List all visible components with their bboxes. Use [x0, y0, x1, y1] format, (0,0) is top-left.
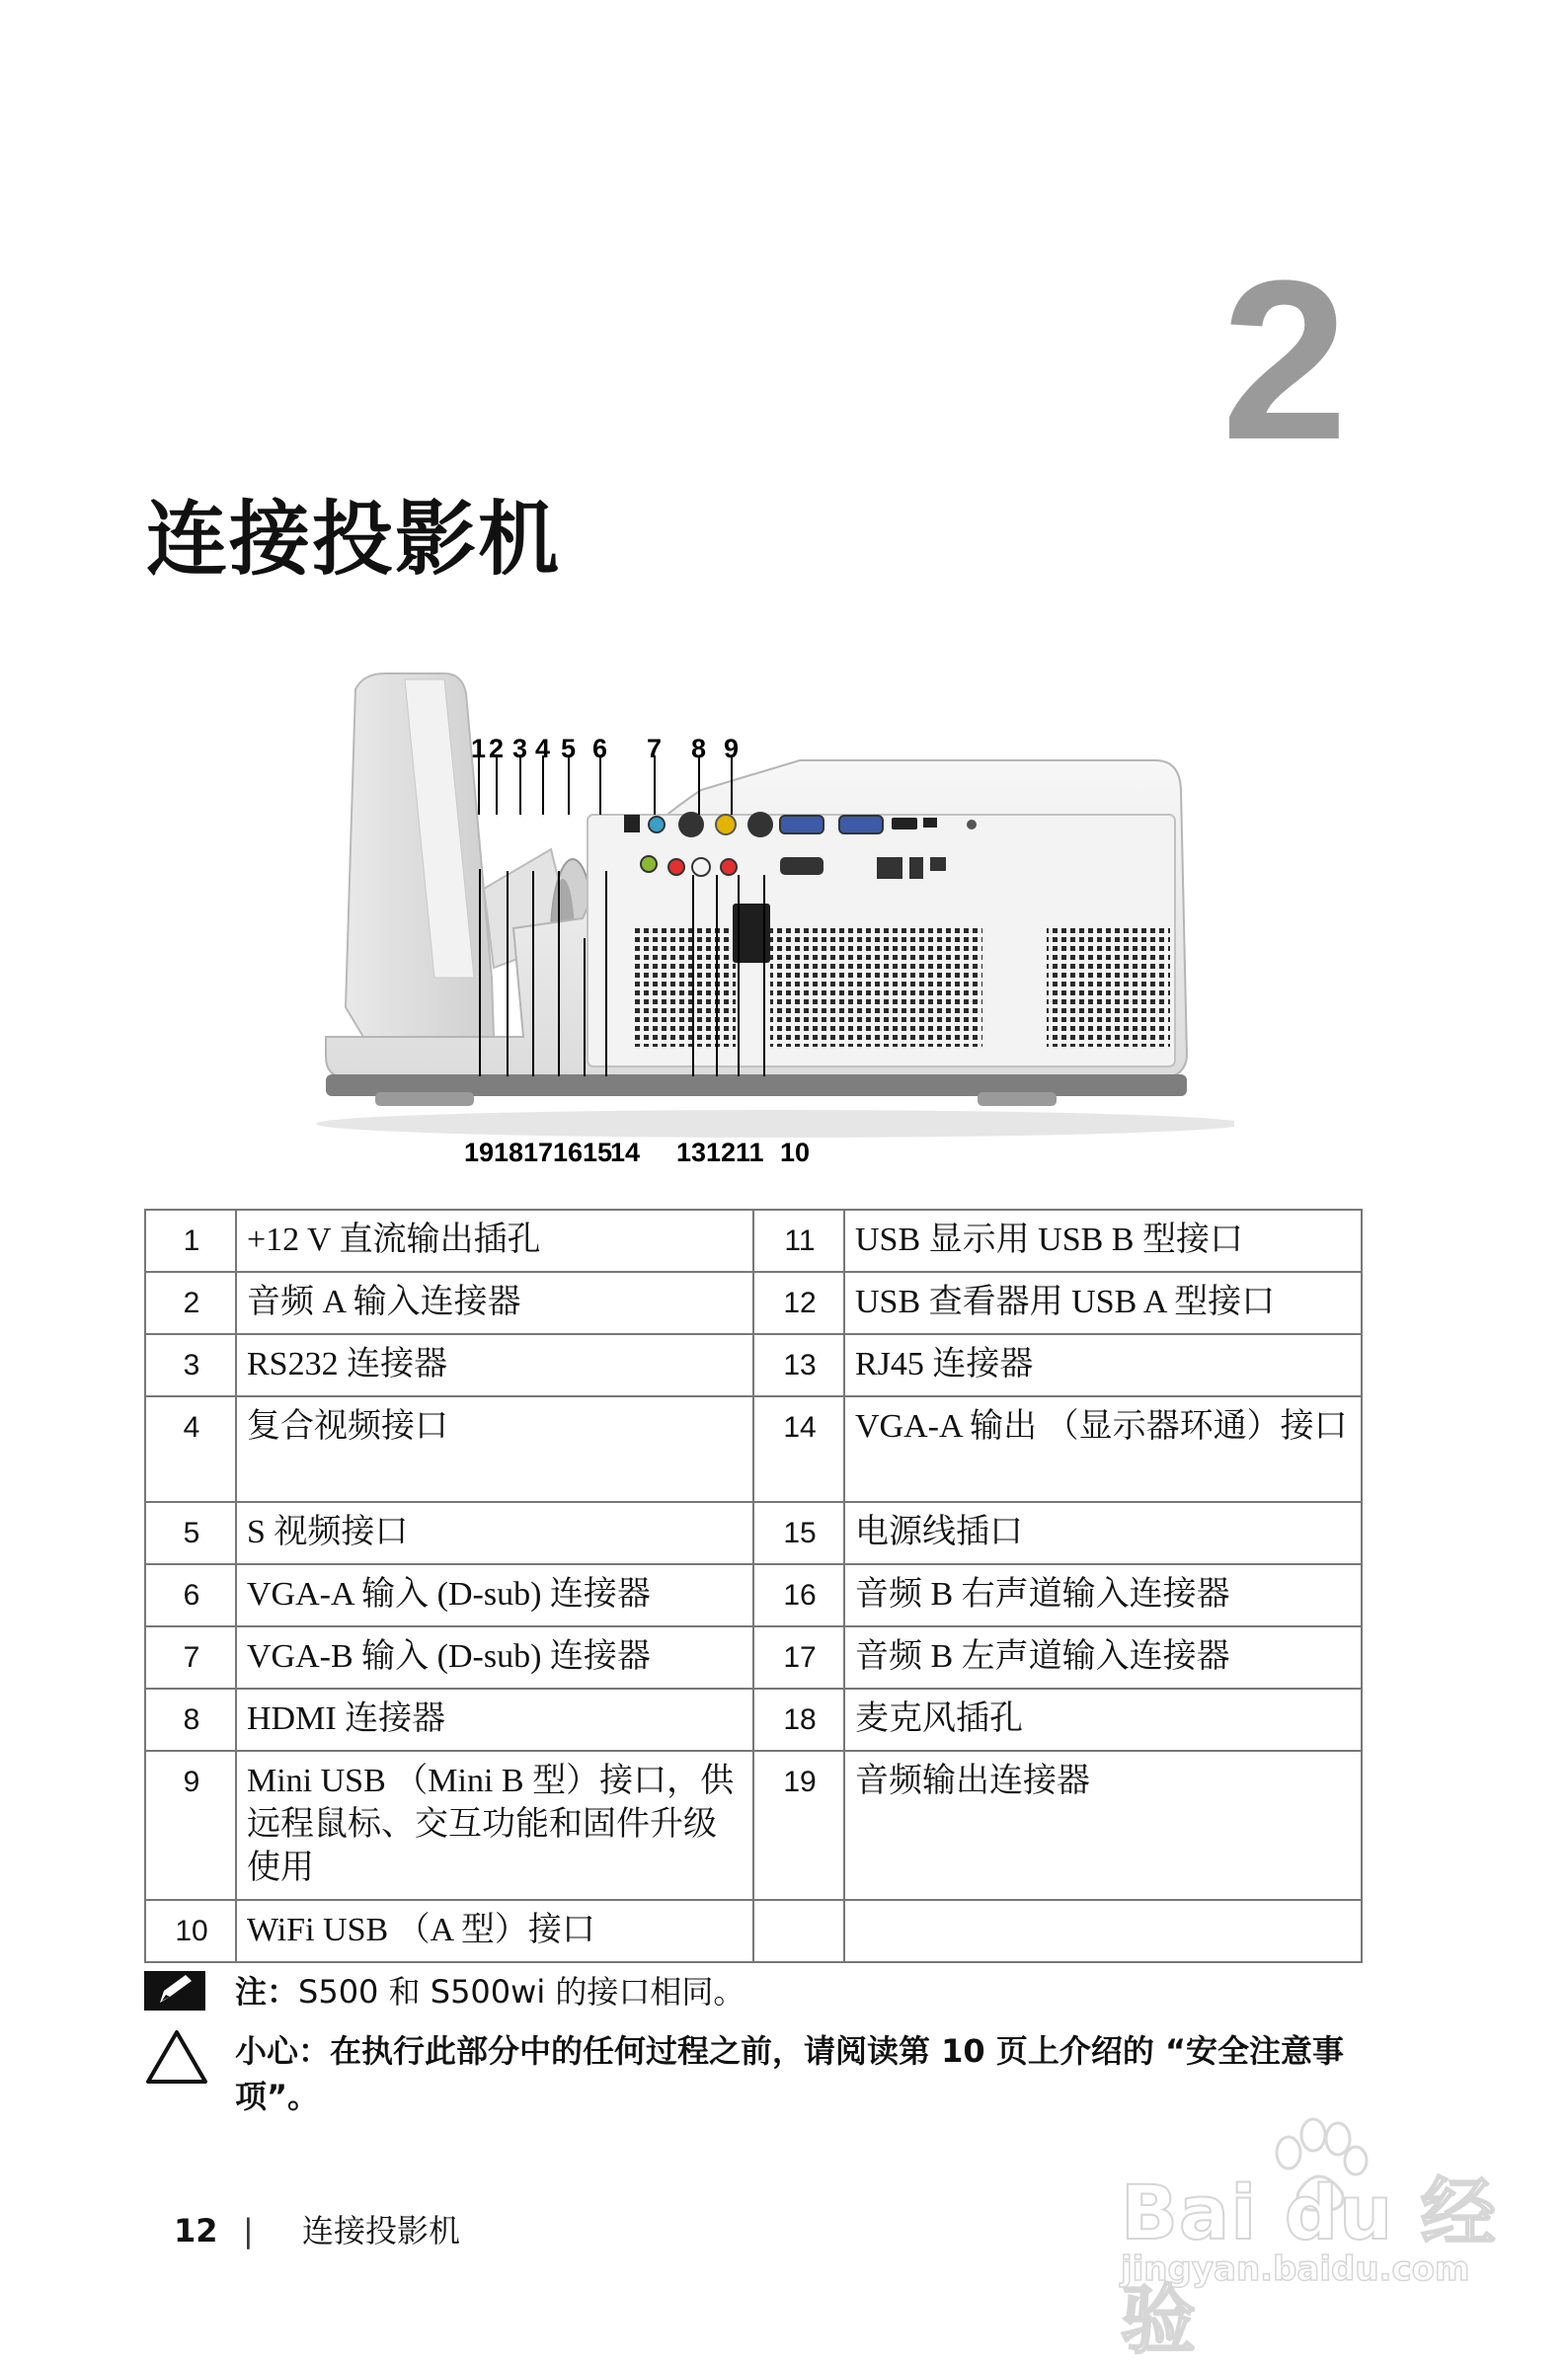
connector-description: 电源线插口 [844, 1502, 1362, 1564]
connector-number: 19 [753, 1751, 844, 1900]
connector-description [844, 1900, 1362, 1962]
callout-top: 5 [561, 734, 577, 763]
connector-description: VGA-A 输出 （显示器环通）接口 [844, 1396, 1362, 1502]
connector-description: 音频 A 输入连接器 [236, 1272, 753, 1334]
connector-number: 1 [145, 1210, 236, 1272]
table-row [145, 1564, 1362, 1626]
callout-bottom: 13 [676, 1138, 707, 1167]
connector-description: 麦克风插孔 [844, 1689, 1362, 1751]
note-block [144, 1969, 1378, 2018]
table-row [145, 1272, 1362, 1334]
callout-bottom: 12 [706, 1138, 737, 1167]
callout-bottom: 16 [553, 1138, 584, 1167]
callout-bottom: 15 [583, 1138, 613, 1167]
connector-description: VGA-A 输入 (D-sub) 连接器 [236, 1564, 753, 1626]
table-row [145, 1689, 1362, 1751]
caution-block [144, 2028, 1378, 2123]
connector-description: RS232 连接器 [236, 1334, 753, 1396]
connector-number: 17 [753, 1626, 844, 1689]
connector-number: 15 [753, 1502, 844, 1564]
connector-number: 6 [145, 1564, 236, 1626]
callout-top: 2 [489, 734, 505, 763]
watermark-brand: Bai du 经验 [1121, 2169, 1497, 2364]
projector-illustration [286, 642, 1234, 1175]
table-row [145, 1502, 1362, 1564]
callout-bottom: 11 [736, 1138, 764, 1167]
baidu-jingyan-watermark [1111, 2123, 1535, 2364]
connector-number: 16 [753, 1564, 844, 1626]
callout-bottom: 18 [494, 1138, 524, 1167]
callout-top: 1 [471, 734, 487, 763]
caution-triangle-icon [144, 2028, 209, 2097]
connector-description: +12 V 直流输出插孔 [236, 1210, 753, 1272]
connector-number: 18 [753, 1689, 844, 1751]
chapter-number: 2 [1221, 233, 1348, 487]
callout-bottom: 14 [610, 1138, 641, 1167]
caution-body: 在执行此部分中的任何过程之前，请阅读第 10 页上介绍的 “安全注意事项”。 [235, 2032, 1345, 2115]
table-row [145, 1626, 1362, 1689]
connector-description: 复合视频接口 [236, 1396, 753, 1502]
callout-bottom: 19 [464, 1138, 495, 1167]
connector-description: VGA-B 输入 (D-sub) 连接器 [236, 1626, 753, 1689]
chapter-title: 连接投影机 [146, 493, 562, 587]
connector-description: USB 查看器用 USB A 型接口 [844, 1272, 1362, 1334]
callout-top: 3 [512, 734, 528, 763]
watermark-url: jingyan.baidu.com [1121, 2250, 1470, 2289]
connector-table [144, 1209, 1363, 1963]
connector-description: S 视频接口 [236, 1502, 753, 1564]
callout-top: 7 [647, 734, 663, 763]
connector-number: 11 [753, 1210, 844, 1272]
connector-number: 8 [145, 1689, 236, 1751]
note-body: S500 和 S500wi 的接口相同。 [298, 1973, 745, 2011]
connector-description: 音频 B 左声道输入连接器 [844, 1626, 1362, 1689]
caution-text [235, 2028, 1420, 2119]
connector-number: 10 [145, 1900, 236, 1962]
connector-description: RJ45 连接器 [844, 1334, 1362, 1396]
table-row [145, 1751, 1362, 1900]
note-label: 注： [235, 1973, 299, 2011]
table-row [145, 1396, 1362, 1502]
connector-number: 2 [145, 1272, 236, 1334]
callout-top: 6 [592, 734, 608, 763]
table-row [145, 1334, 1362, 1396]
connector-number: 4 [145, 1396, 236, 1502]
connector-number: 12 [753, 1272, 844, 1334]
callout-top: 4 [535, 734, 551, 763]
connector-number: 5 [145, 1502, 236, 1564]
projector-rear-panel-figure [286, 642, 1234, 1175]
table-row [145, 1900, 1362, 1962]
connector-description: Mini USB （Mini B 型）接口，供远程鼠标、交互功能和固件升级使用 [236, 1751, 753, 1900]
page-footer [174, 2206, 460, 2251]
connector-number: 3 [145, 1334, 236, 1396]
connector-number [753, 1900, 844, 1962]
pencil-note-icon [144, 1969, 205, 2024]
connector-number: 14 [753, 1396, 844, 1502]
connector-description: WiFi USB （A 型）接口 [236, 1900, 753, 1962]
caution-label: 小心： [235, 2032, 331, 2070]
connector-description: HDMI 连接器 [236, 1689, 753, 1751]
callout-top: 9 [724, 734, 740, 763]
table-row [145, 1210, 1362, 1272]
callout-top: 8 [691, 734, 707, 763]
footer-separator: | [243, 2212, 254, 2250]
page-number: 12 [174, 2212, 218, 2250]
callout-bottom: 17 [523, 1138, 554, 1167]
connector-number: 7 [145, 1626, 236, 1689]
connector-description: 音频输出连接器 [844, 1751, 1362, 1900]
note-text [235, 1969, 1420, 2014]
callout-bottom: 10 [780, 1138, 811, 1167]
connector-description: USB 显示用 USB B 型接口 [844, 1210, 1362, 1272]
connector-number: 13 [753, 1334, 844, 1396]
connector-description: 音频 B 右声道输入连接器 [844, 1564, 1362, 1626]
footer-section-title: 连接投影机 [302, 2212, 461, 2250]
connector-number: 9 [145, 1751, 236, 1900]
